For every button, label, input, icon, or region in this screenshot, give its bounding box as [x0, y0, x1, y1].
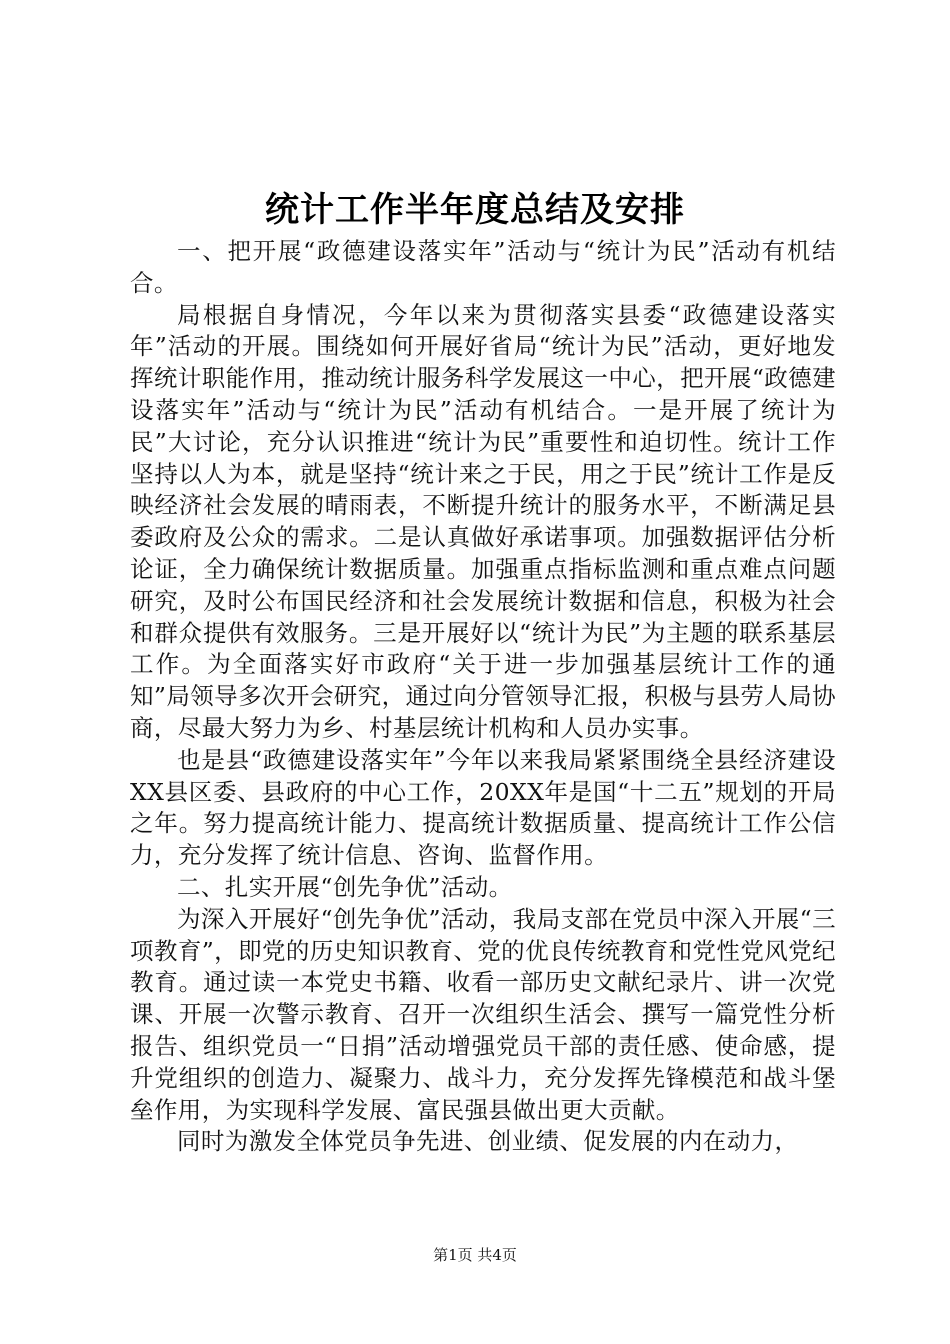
document-title: 统计工作半年度总结及安排 — [265, 190, 685, 230]
paragraph-section-two-continued: 同时为激发全体党员争先进、创业绩、促发展的内在动力， — [177, 1127, 799, 1156]
document-body — [130, 236, 836, 1158]
paragraph-section-one-heading: 一、把开展“政德建设落实年”活动与“统计为民”活动有机结合。 — [130, 237, 836, 297]
paragraph-section-one-body: 局根据自身情况，今年以来为贯彻落实县委“政德建设落实年”活动的开展。围绕如何开展好省局“统计为民”活动，更好地发挥统计职能作用，推动统计服务科学发展这一中心，把开展“政德建设落实年”活动与“统计为民”活动有机结合。一是开展了统计为民”大讨论，充分认识推进“统计为民”重要性和迫切性。统计工作坚持以人为本，就是坚持“统计来之于民，用之于民”统计工作是反映经济社会发展的晴雨表，不断提升统计的服务水平，不断满足县委政府及公众的需求。二是认真做好承诺事项。加强数据评估分析论证，全力确保统计数据质量。加强重点指标监测和重点难点问题研究，及时公布国民经济和社会发展统计数据和信息，积极为社会和群众提供有效服务。三是开展好以“统计为民”为主题的联系基层工作。为全面落实好市政府“关于进一步加强基层统计工作的通知”局领导多次开会研究，通过向分管领导汇报，积极与县劳人局协商，尽最大努力为乡、村基层统计机构和人员办实事。 — [130, 300, 836, 742]
page-footer: 第1页 共4页 — [433, 1246, 517, 1264]
paragraph-section-two-body: 为深入开展好“创先争优”活动，我局支部在党员中深入开展“三项教育”，即党的历史知识教育、党的优良传统教育和党性党风党纪教育。通过读一本党史书籍、收看一部历史文献纪录片、讲一次党课、开展一次警示教育、召开一次组织生活会、撰写一篇党性分析报告、组织党员一“日捐”活动增强党员干部的责任感、使命感，提升党组织的创造力、凝聚力、战斗力，充分发挥先锋模范和战斗堡垒作用，为实现科学发展、富民强县做出更大贡献。 — [130, 904, 836, 1124]
paragraph-section-one-summary: 也是县“政德建设落实年”今年以来我局紧紧围绕全县经济建设XX县区委、县政府的中心工作，20XX年是国“十二五”规划的开局之年。努力提高统计能力、提高统计数据质量、提高统计工作公信力，充分发挥了统计信息、咨询、监督作用。 — [130, 745, 836, 870]
paragraph-section-two-heading: 二、扎实开展“创先争优”活动。 — [177, 872, 513, 901]
